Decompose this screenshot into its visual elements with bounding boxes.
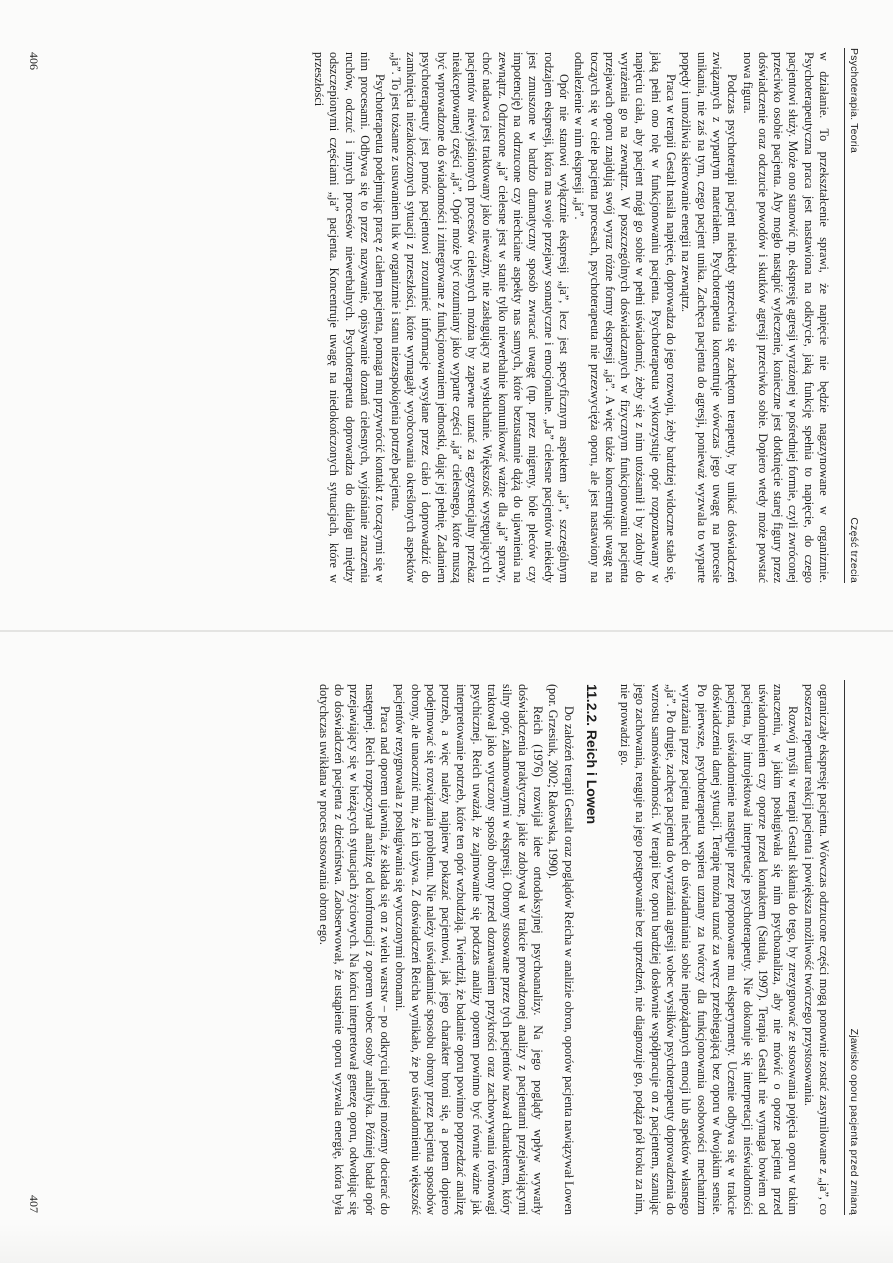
paragraph: Psychoterapeuta podejmując pracę z ciałem pacjenta, pomaga mu przywrócić kontakt z toczącymi się w nim procesami. Odbywa się to przez nazywanie, opisywanie doznań cielesnych, wyjaśnianie znaczenia ruchów, odczuć i innych procesów niewerbalnych. Psychoterapeuta doprowadza do dialogu między odszczepionymi częściami „ja” pacjenta. Koncentruje uwagę na niedokończonych sytuacjach, które w przeszłości [312,52,388,583]
header-chapter-title: Zjawisko oporu pacjenta przed zmianą [848,1028,860,1215]
running-head-right [844,680,863,1215]
right-page-body [316,684,832,1215]
left-page [0,0,893,631]
header-book-title: Psychoterapia. Teoria [848,48,860,153]
paragraph: Opór nie stanowi wyłącznie ekspresji „ja”, lecz jest specyficznym aspektem „ja”, szczególnym rodzajem ekspresji, która ma swoje przejawy somatyczne i emocjonalne. „Ja” cielesne pacjentów niekiedy jest zmuszone w bardzo dramatyczny sposób zwracać uwagę (np. przez migreny, bóle pleców czy impotencję) na odrzucone czy niechciane aspekty nas samych, które bezustannie dążą do ujawnienia na zewnątrz. Odrzucone „ja” cielesne jest w stanie tylko niewerbalnie komunikować ważne dla „ja” sprawy, choć nadawca jest traktowany jako nieważny, nie zasługujący na wysłuchanie. Większość występujących u pacjentów niewyjaśnionych procesów cielesnych można by zapewne uznać za egzystencjalny przekaz nieakceptowanej części „ja”. Opór może być rozumiany jako wyparte części „ja” cielesnego, które muszą być wprowadzone do świadomości i zintegrowane z funkcjonowaniem jednostki, dając jej pełnię. Zadaniem psychoterapeuty jest pomóc pacjentowi zrozumieć informacje wysyłane przez ciało i doprowadzić do zamknięcia niezakończonych sytuacji z przeszłości, które wymagały wyobcowania określonych aspektów „ja”. To jest tożsame z usuwaniem luk w organizmie i stanu niezaspokojenia potrzeb pacjenta. [388,52,571,583]
left-page-body [311,52,831,583]
paragraph: Praca w terapii Gestalt nasila napięcie, doprowadza do jego rozwoju, żeby bardziej widoczne stało się, jaką pełni ono rolę w funkcjonowaniu pacjenta. Psychoterapeuta wykorzystuje opór rozpoznawany w napięciu ciała, aby pacjent mógł go sobie w pełni uświadomić, żeby się z nim utożsamił i by zdolny do wyrażenia go na zewnątrz. W poszczególnych doświadczanych w fizycznym funkcjonowaniu pacjenta przejawach oporu znajdują swój wyraz różne formy ekspresji „ja”. A więc także koncentrując uwagę na tocząych się w ciele pacjenta procesach, psychoterapeuta nie przezwycięża oporu, ale jest nastawiony na odnalezienie w nim ekspresji „ja”. [572,52,679,583]
paragraph: Rozwój myśli w terapii Gestalt skłania do tego, by zrezygnować ze stosowania pojęcia oporu w takim znaczeniu, w jakim posługiwała się nim psychoanaliza, aby nie mówić o oporze pacjenta przed uświadomieniem czy oporze przed kontaktem (Satuła, 1997). Terapia Gestalt nie wymaga bowiem od pacjenta, by introjektował interpretacje psychoterapeuty. Nie dokonuje się interpretacji nieświadomości pacjenta, uświadomienie następuje przez proponowane mu eksperymenty. Uczenie odbywa się w trakcie doświadczenia danej sytuacji. Terapię można uznać za wręcz przebiegającą bez oporu w dwojakim sensie. Po pierwsze, psychoterapeuta wspiera uznany za twórczy dla funkcjonowania osobowości mechanizm wyrażania przez pacjenta niechęci do uświadamiania sobie niepożądanych emocji lub aspektów własnego „ja”. Po drugie, zachęca pacjenta do wyrażania agresji wobec wysiłków psychoterapeuty doprowadzenia do wzrostu samoświadomości. W terapii bez oporu bardziej dosłownie współpracuje on z pacjentem, szanując jego zachowania, reaguje na jego postępowanie bez uprzedzeń, nie diagnozuje go, podąża pół kroku za nim, nie prowadzi go. [618,684,801,1215]
page-number-left: 406 [27,52,41,70]
paragraph: Reich (1976) rozwijał idee ortodoksyjnej psychoanalizy. Na jego poglądy wpływ wywarły doświadczenia praktyczne, jakie zdobywał w trakcie prowadzonej analizy z pacjentami przejawiającymi silny opór, zahamowanymi w ekspresji. Obrony stosowane przez tych pacjentów nazwał charakterem, który traktował jako wyuczony sposób obrony przed doznawaniem przykrości oraz zachowywania równowagi psychicznej. Reich uważał, że zajmowanie się podczas analizy oporem powinno być równie ważne jak interpretowanie potrzeb, które ten opór wzbudzają. Twierdził, że badanie oporu powinno poprzedzać analizę potrzeb, a więc należy najpierw pokazać pacjentowi, jak jego charakter broni się, a potem dopiero podejmować się rozwiązania problemu. Nie należy uświadamiać sposobu obrony przez pacjenta sposobów obrony, ale unaocznić mu, że ich używa. Z doświadczeń Reicha wynikało, że po uświadomieniu większość pacjentów rezygnowała z posługiwania się wyuczonymi obronami. [393,684,545,1215]
paragraph: ograniczały ekspresję pacjenta. Wówczas odrzucone części mogą ponownie zostać zasymilowane z „ja”, co poszerza repertuar reakcji pacjenta i powiększa możliwość twórczego przystosowania. [801,684,831,1215]
paragraph: Praca nad oporem ujawnia, że składa się on z wielu warstw – po odkryciu jednej możemy docierać do następnej. Reich rozpoczynał analizę od konfrontacji z oporem wobec osoby analityka. Później badał opór przejawiający się w bieżących sytuacjach życiowych. Na końcu interpretował genezę oporu, odwołując się do doświadczeń pacjenta z dzieciństwa. Zaobserwował, że ustąpienie oporu wyzwala energię, która była dotychczas uwikłana w proces stosowania obron ego. [316,684,392,1215]
scan-edge-shading [0,1223,893,1263]
paragraph: w działanie. To przekształcenie sprawi, że napięcie nie będzie nagazynowane w organizmie. Psychoterapeutyczna praca jest nastawiona na odkrycie, jaką funkcję spełnia to napięcie, do czego pacjentowi służy. Może ono stanowić np. ekspresję agresji wyrażonej w pośredniej formie, czyli zwróconej przeciwko osobie pacjenta. Aby mogło nastąpić wyleczenie, konieczne jest dotknięcie starej figury przez doświadczenie oraz odczucie powodów i skutków agresji przeciwko sobie. Dopiero wtedy może powstać nowa figura. [740,52,831,583]
right-page [0,632,893,1263]
header-part-title: Część trzecia [848,517,860,583]
paragraph: Do założeń terapii Gestalt oraz poglądów Reicha w analizie obron, oporów pacjenta nawiązywał Lowen (por. Grzesiuk, 2002; Rakowska, 1990). [546,684,576,1215]
running-head-left [844,48,863,583]
page-number-right: 407 [27,1195,41,1213]
paragraph: Podczas psychoterapii pacjent niekiedy sprzeciwia się zachętom terapeuty, by unikać doświadczeń związanych z wypartym materiałem. Psychoterapeuta koncentruje wówczas jego uwagę na procesie unikania, nie zaś na tym, czego pacjent unika. Zachęca pacjenta do agresji, ponieważ wyzwala to wyparte popędy i umożliwia skierowanie energii na zewnątrz. [679,52,740,583]
section-heading: 11.2.2. Reich i Lowen [583,684,600,825]
